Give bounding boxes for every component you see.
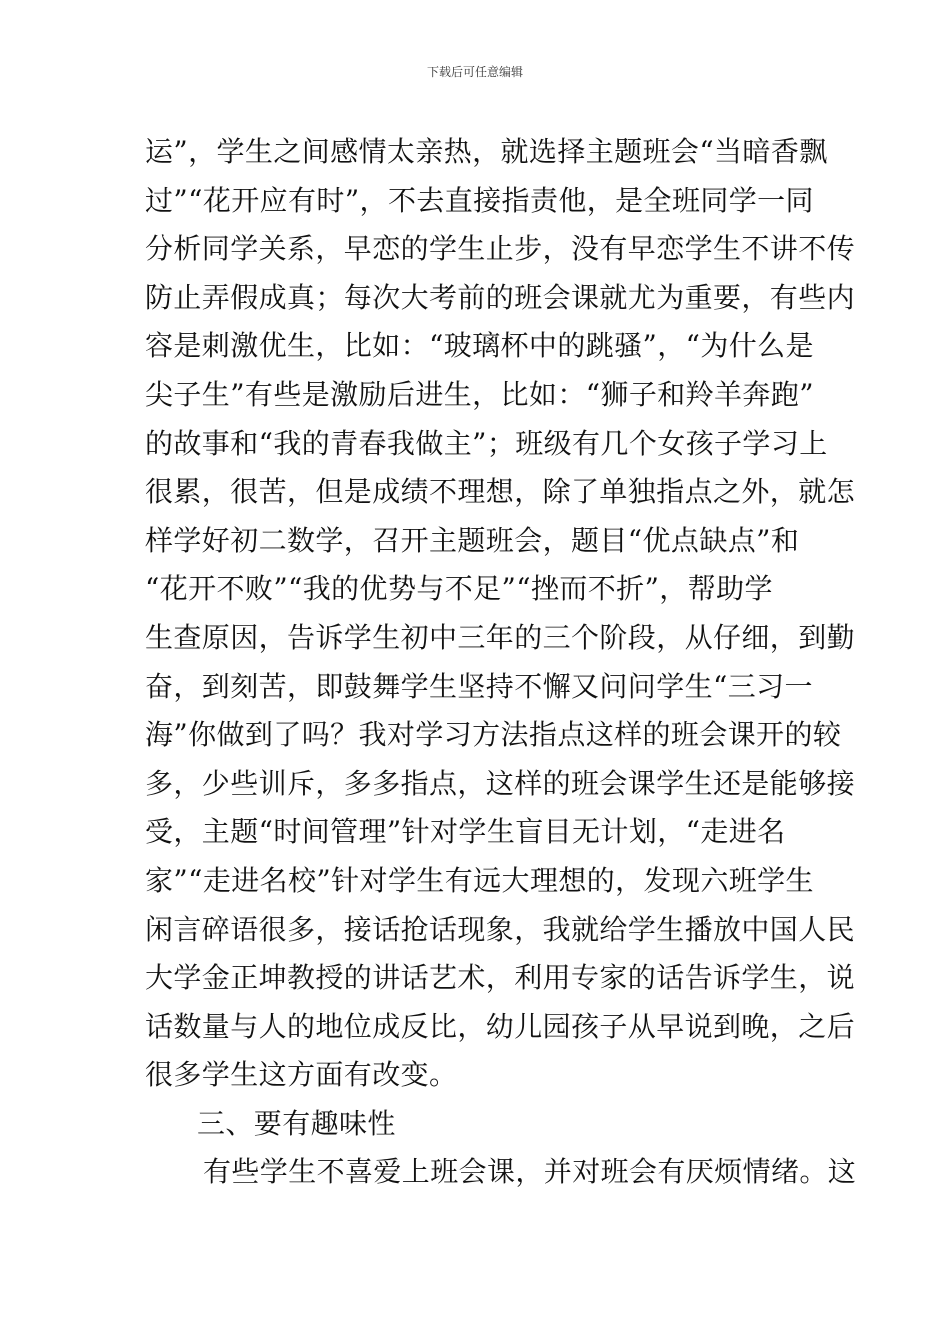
paragraph-line: 有些学生不喜爱上班会课，并对班会有厌烦情绪。这 (203, 1155, 857, 1189)
paragraph-line: 闲言碎语很多，接话抢话现象，我就给学生播放中国人民 (145, 912, 856, 946)
paragraph-line: 很多学生这方面有改变。 (145, 1058, 458, 1092)
paragraph-line: 尖子生”有些是激励后进生，比如：“狮子和羚羊奔跑” (145, 377, 814, 411)
paragraph-line: 生查原因，告诉学生初中三年的三个阶段，从仔细，到勤 (145, 620, 856, 654)
paragraph-line: 过”“花开应有时”，不去直接指责他，是全班同学一同 (145, 183, 814, 217)
paragraph-line: 防止弄假成真；每次大考前的班会课就尤为重要，有些内 (145, 280, 856, 314)
paragraph-line: 奋，到刻苦，即鼓舞学生坚持不懈又问问学生“三习一 (145, 669, 813, 703)
paragraph-line: 容是刺激优生，比如：“玻璃杯中的跳骚”，“为什么是 (145, 329, 814, 363)
paragraph-line: “花开不败”“我的优势与不足”“挫而不折”，帮助学 (145, 572, 773, 606)
section-heading: 三、要有趣味性 (197, 1106, 396, 1140)
paragraph-line: 多，少些训斥，多多指点，这样的班会课学生还是能够接 (145, 766, 856, 800)
paragraph-line: 家”“走进名校”针对学生有远大理想的，发现六班学生 (145, 863, 814, 897)
paragraph-line: 的故事和“我的青春我做主”；班级有几个女孩子学习上 (145, 426, 828, 460)
paragraph-line: 受，主题“时间管理”针对学生盲目无计划，“走进名 (145, 815, 786, 849)
paragraph-line: 海”你做到了吗？我对学习方法指点这样的班会课开的较 (145, 718, 842, 752)
paragraph-line: 分析同学关系，早恋的学生止步，没有早恋学生不讲不传 (145, 232, 856, 266)
paragraph-line: 大学金正坤教授的讲话艺术，利用专家的话告诉学生，说 (145, 961, 856, 995)
page-header: 下载后可任意编辑 (426, 65, 523, 79)
paragraph-line: 话数量与人的地位成反比，幼儿园孩子从早说到晚，之后 (145, 1009, 856, 1043)
paragraph-line: 样学好初二数学，召开主题班会，题目“优点缺点”和 (145, 523, 800, 557)
paragraph-line: 运”，学生之间感情太亲热，就选择主题班会“当暗香飘 (145, 135, 828, 168)
body-text (145, 128, 857, 1197)
paragraph-line: 很累，很苦，但是成绩不理想，除了单独指点之外，就怎 (145, 475, 856, 509)
